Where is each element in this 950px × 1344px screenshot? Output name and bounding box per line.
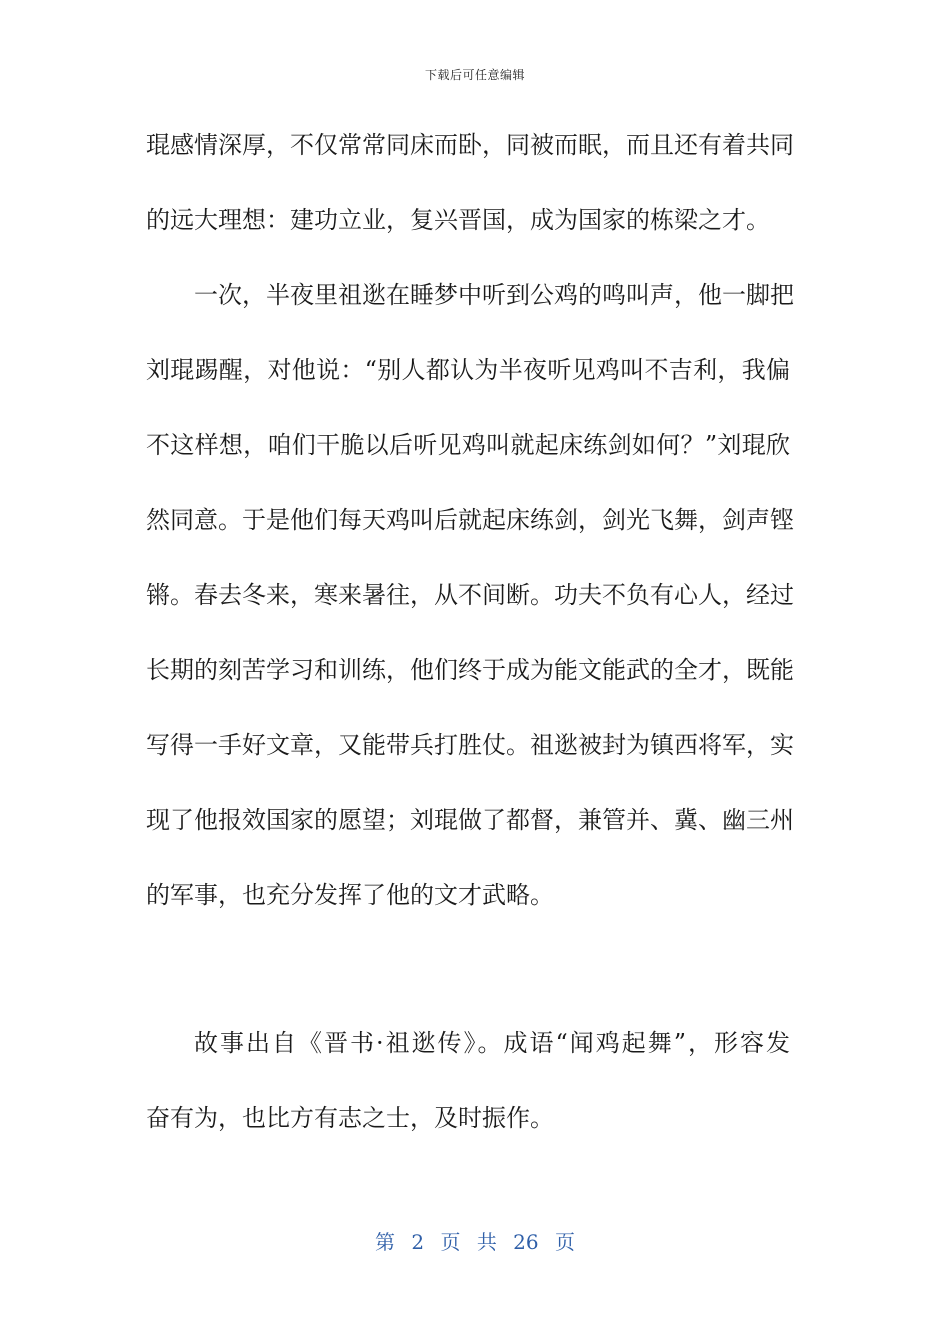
body-line: 琨感情深厚，不仅常常同床而卧，同被而眠，而且还有着共同 (146, 131, 794, 159)
body-line: 的军事，也充分发挥了他的文才武略。 (146, 881, 554, 909)
body-line: 奋有为，也比方有志之士，及时振作。 (146, 1104, 554, 1132)
body-line: 的远大理想：建功立业，复兴晋国，成为国家的栋梁之才。 (146, 206, 770, 234)
header-note: 下载后可任意编辑 (424, 68, 525, 82)
body-line: 故事出自《晋书·祖逖传》。成语“闻鸡起舞”，形容发 (194, 1029, 790, 1057)
footer-ye: 页 (440, 1230, 461, 1254)
footer-di: 第 (375, 1230, 395, 1254)
body-line: 不这样想，咱们干脆以后听见鸡叫就起床练剑如何？”刘琨欣 (146, 431, 790, 459)
footer-ye: 页 (554, 1230, 575, 1254)
footer-page-number: 2 (411, 1230, 425, 1254)
body-line: 刘琨踢醒，对他说：“别人都认为半夜听见鸡叫不吉利，我偏 (146, 356, 790, 384)
body-line: 现了他报效国家的愿望；刘琨做了都督，兼管并、冀、幽三州 (146, 806, 794, 834)
page-footer (0, 1226, 950, 1255)
body-line: 长期的刻苦学习和训练，他们终于成为能文能武的全才，既能 (146, 656, 794, 684)
body-line: 一次，半夜里祖逖在睡梦中听到公鸡的鸣叫声，他一脚把 (194, 281, 794, 309)
body-line: 锵。春去冬来，寒来暑往，从不间断。功夫不负有心人，经过 (146, 581, 794, 609)
footer-total-pages: 26 (513, 1230, 539, 1254)
footer-gong: 共 (476, 1230, 497, 1254)
body-line: 然同意。于是他们每天鸡叫后就起床练剑，剑光飞舞，剑声铿 (146, 506, 794, 534)
body-line: 写得一手好文章，又能带兵打胜仗。祖逖被封为镇西将军，实 (146, 731, 794, 759)
